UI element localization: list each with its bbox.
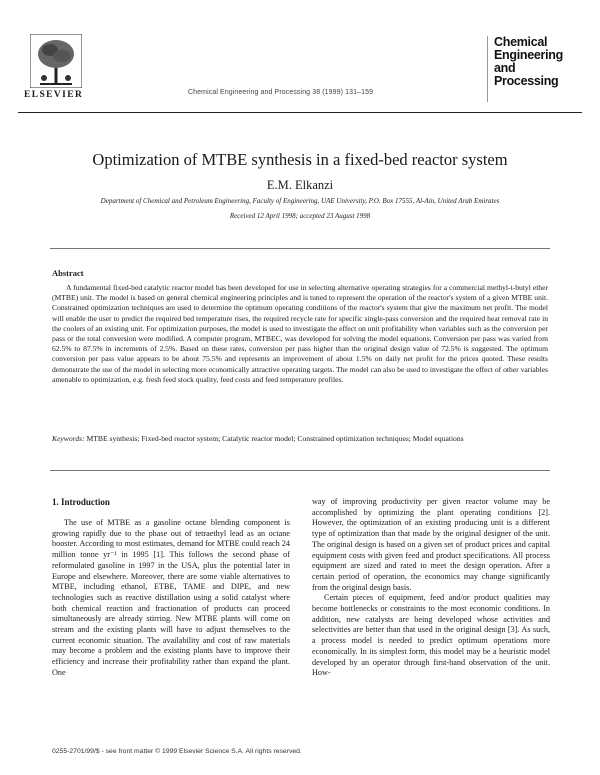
keywords-label: Keywords: xyxy=(52,434,85,443)
abstract-top-divider xyxy=(50,248,550,249)
publisher-name: ELSEVIER xyxy=(24,90,84,100)
elsevier-tree-icon xyxy=(30,34,82,88)
article-author: E.M. Elkanzi xyxy=(266,178,334,192)
abstract-bottom-divider xyxy=(50,470,550,471)
introduction-right-column xyxy=(312,497,550,679)
journal-logo-line: Chemical xyxy=(494,35,548,49)
keywords-text: MTBE synthesis; Fixed-bed reactor system; Catalytic reactor model; Constrained optimization techniques; Model equations xyxy=(86,434,464,443)
introduction-paragraph: way of improving productivity per given reactor volume may be accomplished by optimizing the plant operating conditions [2]. However, the optimization of an existing producing unit is a different type of optimization than that made by the original designer of the unit. The original design is based on a given set of product prices and capital equipment costs with given feed and product specifications. All process equipment are sized and rated to meet the design operation. After a certain period of operation, the economics may change significantly from the original design basis. xyxy=(312,497,550,592)
publisher-logo xyxy=(24,34,94,100)
section-heading-introduction: 1. Introduction xyxy=(52,497,110,507)
header-divider xyxy=(18,112,582,113)
keywords xyxy=(52,434,548,444)
copyright-notice: 0255-2701/99/$ - see front matter © 1999 Elsevier Science S.A. All rights reserved. xyxy=(52,748,302,755)
introduction-left-column: The use of MTBE as a gasoline octane blending component is growing rapidly due to the phase out of tetraethyl lead as an octane booster. According to most estimates, demand for MTBE could reach 24 million tonne yr⁻¹ in 1995 [1]. This follows the second phase of reformulated gasoline in 1997 in the USA, plus the potential later in Europe and elsewhere. Moreover, there are some viable alternatives to MTBE, including ethanol, ETBE, TAME and DIPE, and new technologies such as reactive distillation using a solid catalyst where both chemical reaction and fractionation of products can proceed simultaneously are already stirring. New MTBE plants will come on stream and the existing plants will have to adjust themselves to the current economic situation. The availability and cost of raw materials may become a problem and the existing plants have to improve their efficiency and increase their profitability rather than expand the plant. One xyxy=(52,518,290,677)
introduction-paragraph: Certain pieces of equipment, feed and/or product qualities may become bottlenecks or constraints to the most economic conditions. In addition, new catalysts are being developed whose activities and selectivities are better than that used in the original design [3]. As such, a process model is needed to predict optimum operations more economically. In its simplest form, this model may be a heuristic model developed by an operator through first-hand observation of the unit. How- xyxy=(312,593,550,678)
article-title: Optimization of MTBE synthesis in a fixed-bed reactor system xyxy=(92,150,508,169)
journal-logo xyxy=(487,36,576,102)
received-dates: Received 12 April 1998; accepted 23 August 1998 xyxy=(229,212,371,220)
journal-citation: Chemical Engineering and Processing 38 (1999) 131–159 xyxy=(188,89,374,96)
journal-header xyxy=(18,30,582,110)
journal-logo-line: Processing xyxy=(494,74,559,88)
journal-logo-line: Engineering xyxy=(494,48,563,62)
journal-logo-line: and xyxy=(494,61,516,75)
abstract-body: A fundamental fixed-bed catalytic reactor model has been developed for use in selecting alternative operating strategies for a commercial methyl-t-butyl ether (MTBE) unit. The model is based on general chemical engineering principles and is tuned to represent the operation of the reactor's system of a given MTBE unit. Constrained optimization techniques are used to determine the optimum operating conditions of the reactor's system that give the maximum net profit. The model will enable the user to predict the required bed temperature rises, the required recycle rate for specific single-pass conversion and the required heat removal rate in the coolers of an existing unit. For optimization purposes, the model is used to investigate the effect on unit profitability when variables such as the conversion per pass or the total conversion were modified. A computer program, MTBEC, was developed for solving the model equations. Conversion per pass was varied from 62.5% to 87.5% in increments of 2.5%. Based on these rates, conversion per pass higher than the original design value of 72.5% is suggested. The optimum conversion per pass value appears to be about 75.5% and represents an improvement of about 1.5% on daily net profit for the prices quoted. These results demonstrate the use of the model in selecting more economically attractive operating targets. The model can also be used to investigate the effect of other variables amenable to optimization, e.g. fresh feed stock quality, feed costs and feed temperature profiles. xyxy=(52,283,548,384)
author-affiliation: Department of Chemical and Petroleum Engineering, Faculty of Engineering, UAE University, P.O. Box 17555, Al-Ain, United Arab Emirates xyxy=(100,197,500,205)
abstract-heading: Abstract xyxy=(52,268,84,278)
